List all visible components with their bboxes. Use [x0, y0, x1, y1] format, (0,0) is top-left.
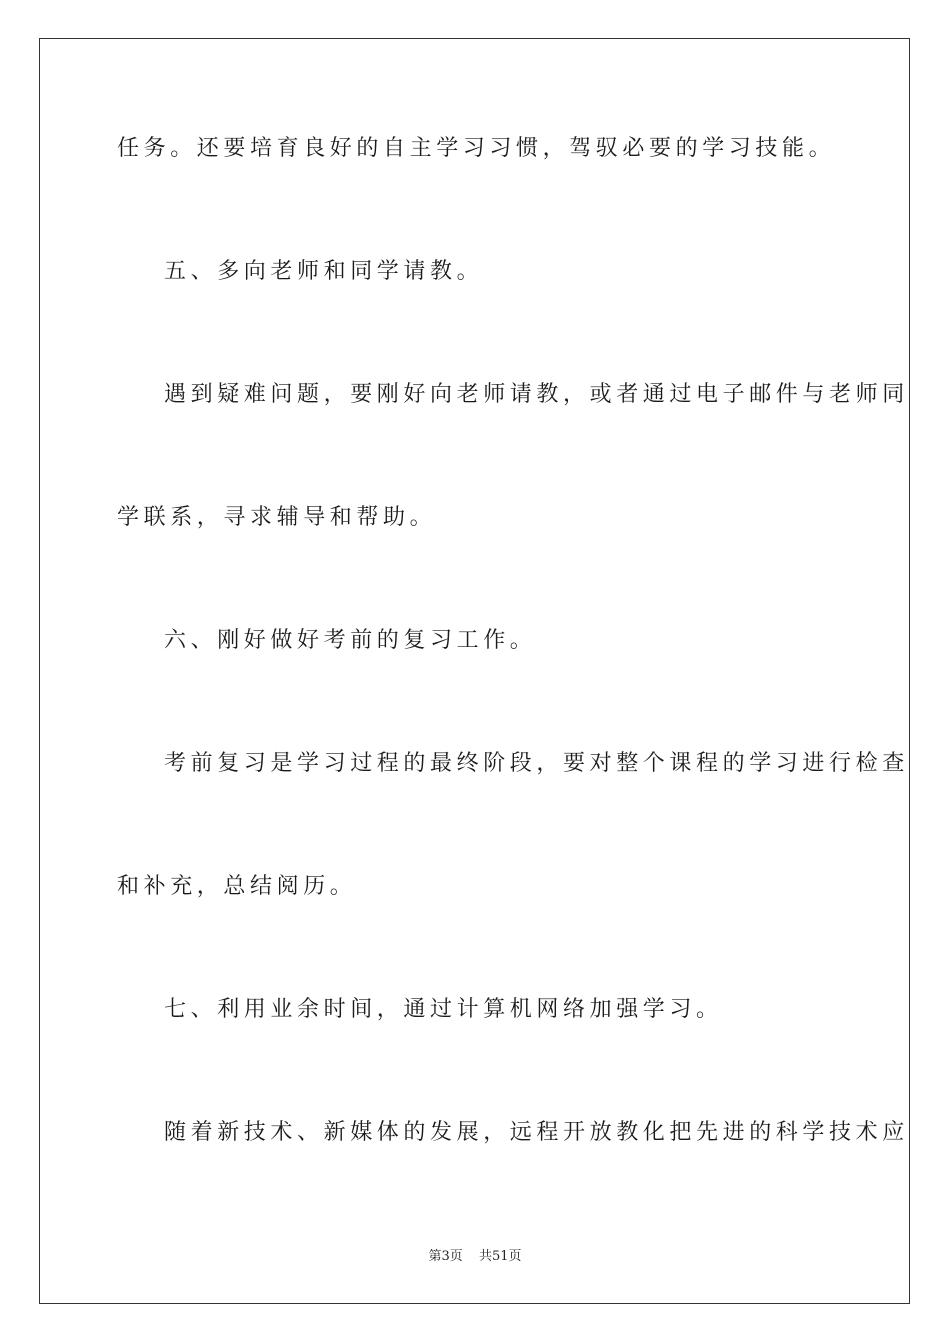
paragraph-line: 和补充，总结阅历。	[117, 874, 357, 899]
section-heading-6: 六、刚好做好考前的复习工作。	[164, 628, 537, 653]
section-heading-7: 七、利用业余时间，通过计算机网络加强学习。	[164, 997, 723, 1022]
paragraph-line: 随着新技术、新媒体的发展，远程开放教化把先进的科学技术应	[164, 1120, 909, 1145]
text-line-continuation: 任务。还要培育良好的自主学习习惯，驾驭必要的学习技能。	[117, 136, 836, 161]
paragraph-line: 遇到疑难问题，要刚好向老师请教，或者通过电子邮件与老师同	[164, 382, 909, 407]
paragraph-line: 考前复习是学习过程的最终阶段，要对整个课程的学习进行检查	[164, 751, 909, 776]
page-number: 第3页	[428, 1249, 463, 1264]
section-heading-5: 五、多向老师和同学请教。	[164, 259, 484, 284]
page-footer	[0, 1248, 950, 1266]
page-border	[39, 38, 910, 1304]
paragraph-line: 学联系，寻求辅导和帮助。	[117, 505, 437, 530]
page-total: 共51页	[478, 1249, 522, 1264]
